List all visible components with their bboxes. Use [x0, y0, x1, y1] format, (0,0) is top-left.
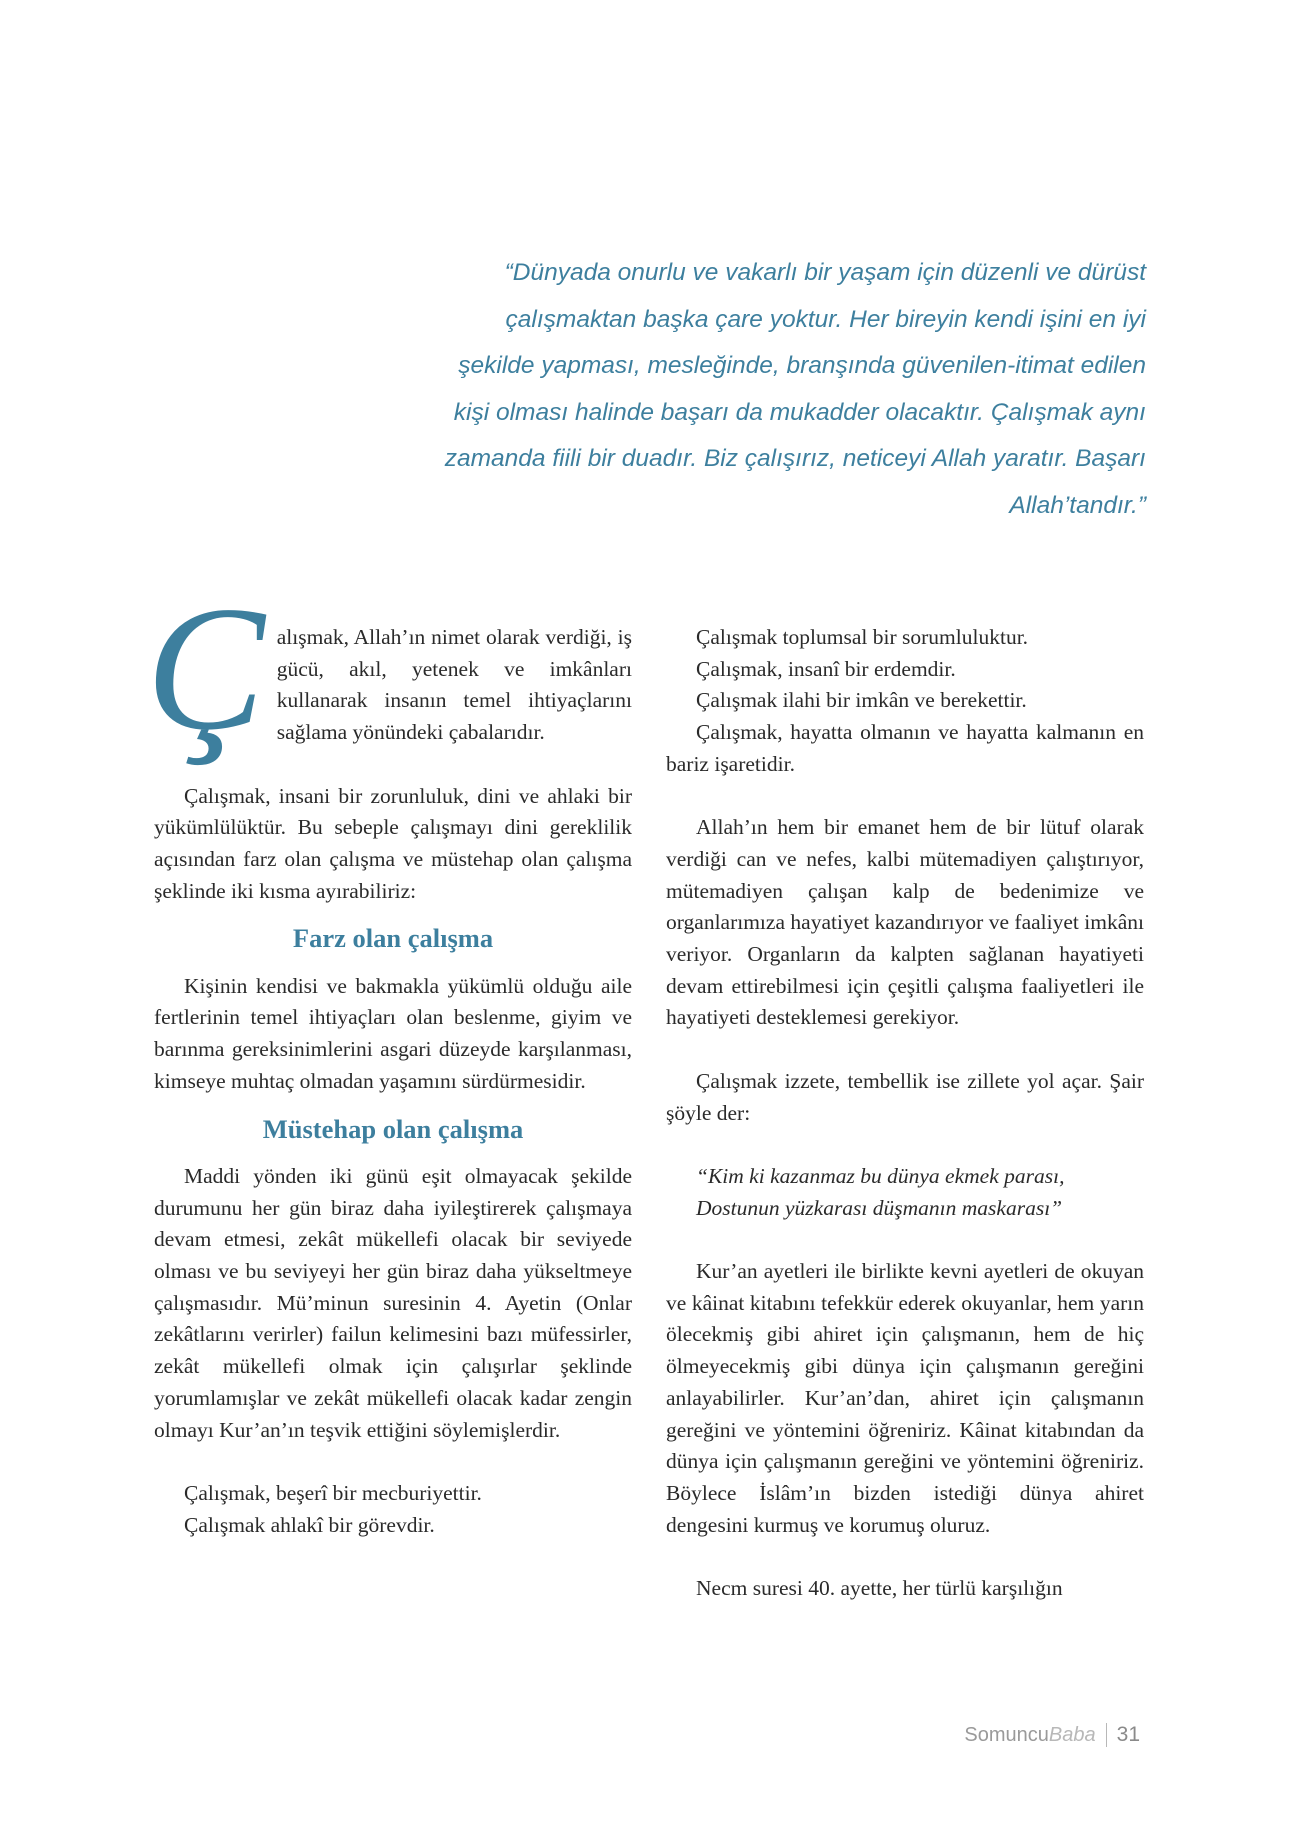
brand-logo: SomuncuBaba: [964, 1723, 1096, 1746]
section-heading-farz: Farz olan çalışma: [292, 923, 494, 954]
drop-cap: Ç: [146, 569, 265, 767]
paragraph: Allah’ın hem bir emanet hem de bir lütuf olarak verdiği can ve nefes, kalbi mütemadiyen çalıştırıyor, mütemadiyen çalışan kalp de bedenimize ve organlarımıza hayatiyet kazandırıyor ve faaliyet imkânı veriyor. Organların da kalpten sağlanan hayatiyeti devam ettirebilmesi için çeşitli çalışma faaliyetleri ile hayatiyeti desteklemesi gerekiyor.: [666, 815, 1144, 1030]
statement-line: Çalışmak ilahi bir imkân ve berekettir.: [696, 688, 1027, 713]
paragraph: Çalışmak, insani bir zorunluluk, dini ve ahlaki bir yükümlülüktür. Bu sebeple çalışmayı dini gereklilik açısından farz olan çalışma ve müstehap olan çalışma şeklinde iki kısma ayırabiliriz:: [154, 783, 632, 903]
paragraph: Çalışmak izzete, tembellik ise zillete yol açar. Şair şöyle der:: [666, 1068, 1144, 1125]
statement-line: Çalışmak, hayatta olmanın ve hayatta kalmanın en bariz işaretidir.: [666, 720, 1144, 776]
statement-line: Çalışmak, beşerî bir mecburiyettir.: [184, 1480, 482, 1505]
verse-line: “Kim ki kazanmaz bu dünya ekmek parası,: [696, 1163, 1065, 1188]
paragraph: Kur’an ayetleri ile birlikte kevni ayetleri de okuyan ve kâinat kitabını tefekkür ederek okuyanlar, hem yarın ölecekmiş gibi ahiret için çalışmanın, hem de hiç ölmeyecekmiş gibi dünya için çalışmanın gereğini anlayabilirler. Kur’an’dan, ahiret için çalışmanın gereğini ve yöntemini öğreniriz. Kâinat kitabından da dünya için çalışmanın gereğini ve yöntemini öğreniriz. Böylece İslâm’ın bizden istediği dünya ahiret dengesini kurmuş ve korumuş oluruz.: [666, 1259, 1144, 1537]
left-column: [146, 569, 632, 1541]
section-heading-mustehap: Müstehap olan çalışma: [262, 1113, 524, 1144]
pull-quote: “Dünyada onurlu ve vakarlı bir yaşam için düzenli ve dürüst çalışmaktan başka çare yoktur. Her bireyin kendi işini en iyi şekilde yapması, mesleğinde, branşında güvenilen-itimat edilen kişi olması halinde başarı da mukadder olacaktır. Çalışmak aynı zamanda fiili bir duadır. Biz çalışırız, neticeyi Allah yaratır. Başarı Allah’tandır.”: [444, 259, 1146, 519]
statement-line: Çalışmak, insanî bir erdemdir.: [696, 656, 956, 681]
verse-line: Dostunun yüzkarası düşmanın maskarası”: [696, 1195, 1063, 1220]
page-footer: [960, 1720, 1140, 1750]
intro-text: alışmak, Allah’ın nimet olarak verdiği, iş gücü, akıl, yetenek ve imkânları kullanarak insanın temel ihtiyaçlarını sağlama yönündeki çabalarıdır.: [276, 625, 632, 745]
paragraph: Necm suresi 40. ayette, her türlü karşılığın: [696, 1576, 1063, 1601]
statement-line: Çalışmak toplumsal bir sorumluluktur.: [696, 625, 1029, 649]
paragraph: Kişinin kendisi ve bakmakla yükümlü olduğu aile fertlerinin temel ihtiyaçları olan beslenme, giyim ve barınma gereksinimlerini asgari düzeyde karşılanması, kimseye muhtaç olmadan yaşamını sürdürmesidir.: [154, 973, 632, 1093]
statement-line: Çalışmak ahlakî bir görevdir.: [184, 1512, 435, 1537]
intro-paragraph: [146, 569, 632, 767]
right-column: [666, 622, 1144, 1605]
page-number: 31: [1116, 1723, 1140, 1746]
footer-divider: [1106, 1723, 1107, 1747]
paragraph: Maddi yönden iki günü eşit olmayacak şekilde durumunu her gün biraz daha iyileştirerek çalışmaya devam etmesi, zekât mükellefi olacak bir seviyede olması ve bu seviyeyi her gün biraz daha yükseltmeye çalışmasıdır. Mü’minun suresinin 4. Ayetin (Onlar zekâtlarını verirler) failun kelimesini bazı müfessirler, zekât mükellefi olmak için çalışırlar şeklinde yorumlamışlar ve zekât mükellefi olacak kadar zengin olmayı Kur’an’ın teşvik ettiğini söylemişlerdir.: [154, 1163, 632, 1442]
